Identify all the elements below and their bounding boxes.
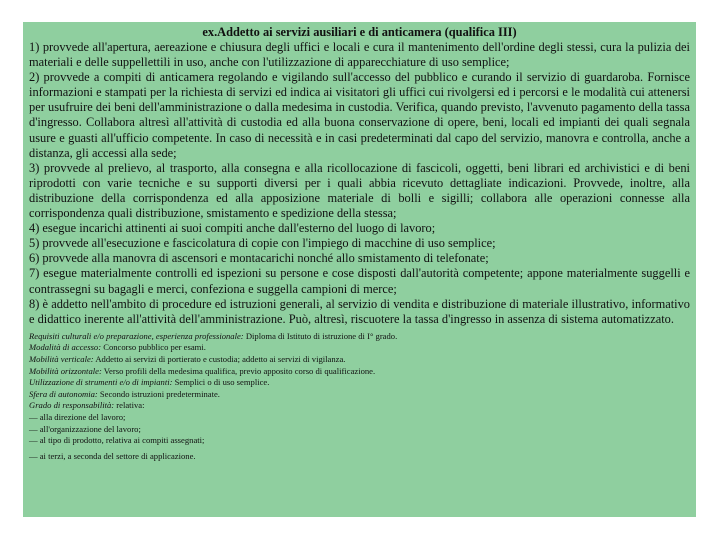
detail-text: Verso profili della medesima qualifica, previo apposito corso di qualificazione. — [101, 365, 376, 376]
detail-text: Semplici o di uso semplice. — [172, 377, 270, 388]
detail-mobilita-orizzontale — [29, 366, 690, 378]
detail-label: Utilizzazione di strumenti e/o di impianti: — [29, 377, 173, 388]
detail-text: Concorso pubblico per esami. — [101, 342, 206, 353]
document-panel — [23, 22, 696, 517]
paragraph-1: 1) provvede all'apertura, aereazione e chiusura degli uffici e locali e cura il mantenimento dell'ordine degli stessi, cura la pulizia dei materiali e delle suppellettili in uso, anche con l'utilizzazione di apparecchiature di uso semplice; — [29, 40, 690, 70]
detail-label: Mobilità orizzontale: — [29, 365, 102, 376]
detail-text: relativa: — [114, 400, 145, 411]
responsibility-item: — alla direzione del lavoro; — [29, 411, 126, 422]
responsibility-item-last-wrapper — [29, 451, 690, 463]
details-block — [29, 331, 690, 463]
detail-text: Addetto ai servizi di portierato e custodia; addetto ai servizi di vigilanza. — [93, 353, 346, 364]
paragraph-3: 3) provvede al prelievo, al trasporto, alla consegna e alla ricollocazione di fascicoli, oggetti, beni librari ed archivistici e di beni riprodotti con varie tecniche e su supporti diversi per i quali abbia ricevuto dettagliate indicazioni. Provvede, inoltre, alla distribuzione della corrispondenza ed alla apposizione materiale di bolli e sigilli; collabora alle operazioni connesse alla corrispondenza quali distribuzione, smistamento e spedizione della stessa; — [29, 160, 690, 221]
detail-autonomia — [29, 389, 690, 401]
responsibility-item: — all'organizzazione del lavoro; — [29, 423, 141, 434]
paragraph-2: 2) provvede a compiti di anticamera regolando e vigilando sull'accesso del pubblico e curando il servizio di guardaroba. Fornisce informazioni e stampati per la richiesta di servizi ed indica ai visitatori gli uffici cui rivolgersi ed i percorsi e le modalità cui attenersi per usufruire dei beni dell'amministrazione o dalla medesima in custodia. Verifica, quando previsto, l'avvenuto pagamento della tassa d'ingresso. Collabora altresì all'attività di custodia ed alla buona conservazione di opere, beni, locali ed impianti dei quali segnala usure e guasti all'ufficio competente. In caso di necessità e in casi predeterminati dal capo del servizio, manovra e controlla, anche a distanza, gli accessi alla sede; — [29, 70, 690, 160]
responsibility-item: — al tipo di prodotto, relativa ai compiti assegnati; — [29, 435, 205, 446]
detail-text: Secondo istruzioni predeterminate. — [97, 388, 220, 399]
detail-text: Diploma di Istituto di istruzione di I° grado. — [243, 330, 398, 341]
detail-label: Modalità di accesso: — [29, 342, 102, 353]
detail-responsabilita — [29, 400, 690, 412]
detail-label: Mobilità verticale: — [29, 353, 94, 364]
detail-strumenti — [29, 377, 690, 389]
detail-requisiti — [29, 331, 690, 343]
document-title: ex.Addetto ai servizi ausiliari e di anticamera (qualifica III) — [202, 25, 517, 39]
detail-label: Grado di responsabilità: — [29, 400, 115, 411]
responsibility-item-last: — ai terzi, a seconda del settore di applicazione. — [29, 450, 196, 461]
detail-accesso — [29, 342, 690, 354]
paragraph-8: 8) è addetto nell'ambito di procedure ed istruzioni generali, al servizio di vendita e distribuzione di materiale illustrativo, informativo e didattico inerente all'attività dell'amministrazione. Può, altresì, riscuotere la tassa d'ingresso in assenza di sistema automatizzato. — [29, 296, 690, 326]
detail-mobilita-verticale — [29, 354, 690, 366]
detail-label: Sfera di autonomia: — [29, 388, 98, 399]
detail-label: Requisiti culturali e/o preparazione, esperienza professionale: — [29, 330, 244, 341]
paragraph-6: 6) provvede alla manovra di ascensori e montacarichi nonché allo smistamento di telefonate; — [29, 251, 489, 266]
paragraph-5: 5) provvede all'esecuzione e fascicolatura di copie con l'impiego di macchine di uso semplice; — [29, 236, 496, 251]
paragraph-4: 4) esegue incarichi attinenti ai suoi compiti anche dall'esterno del luogo di lavoro; — [29, 221, 436, 236]
paragraph-7: 7) esegue materialmente controlli ed ispezioni su persone e cose disposti dall'autorità competente; appone materialmente suggelli e contrassegni su bagagli e merci, confeziona e suggella campioni di merce; — [29, 266, 690, 296]
